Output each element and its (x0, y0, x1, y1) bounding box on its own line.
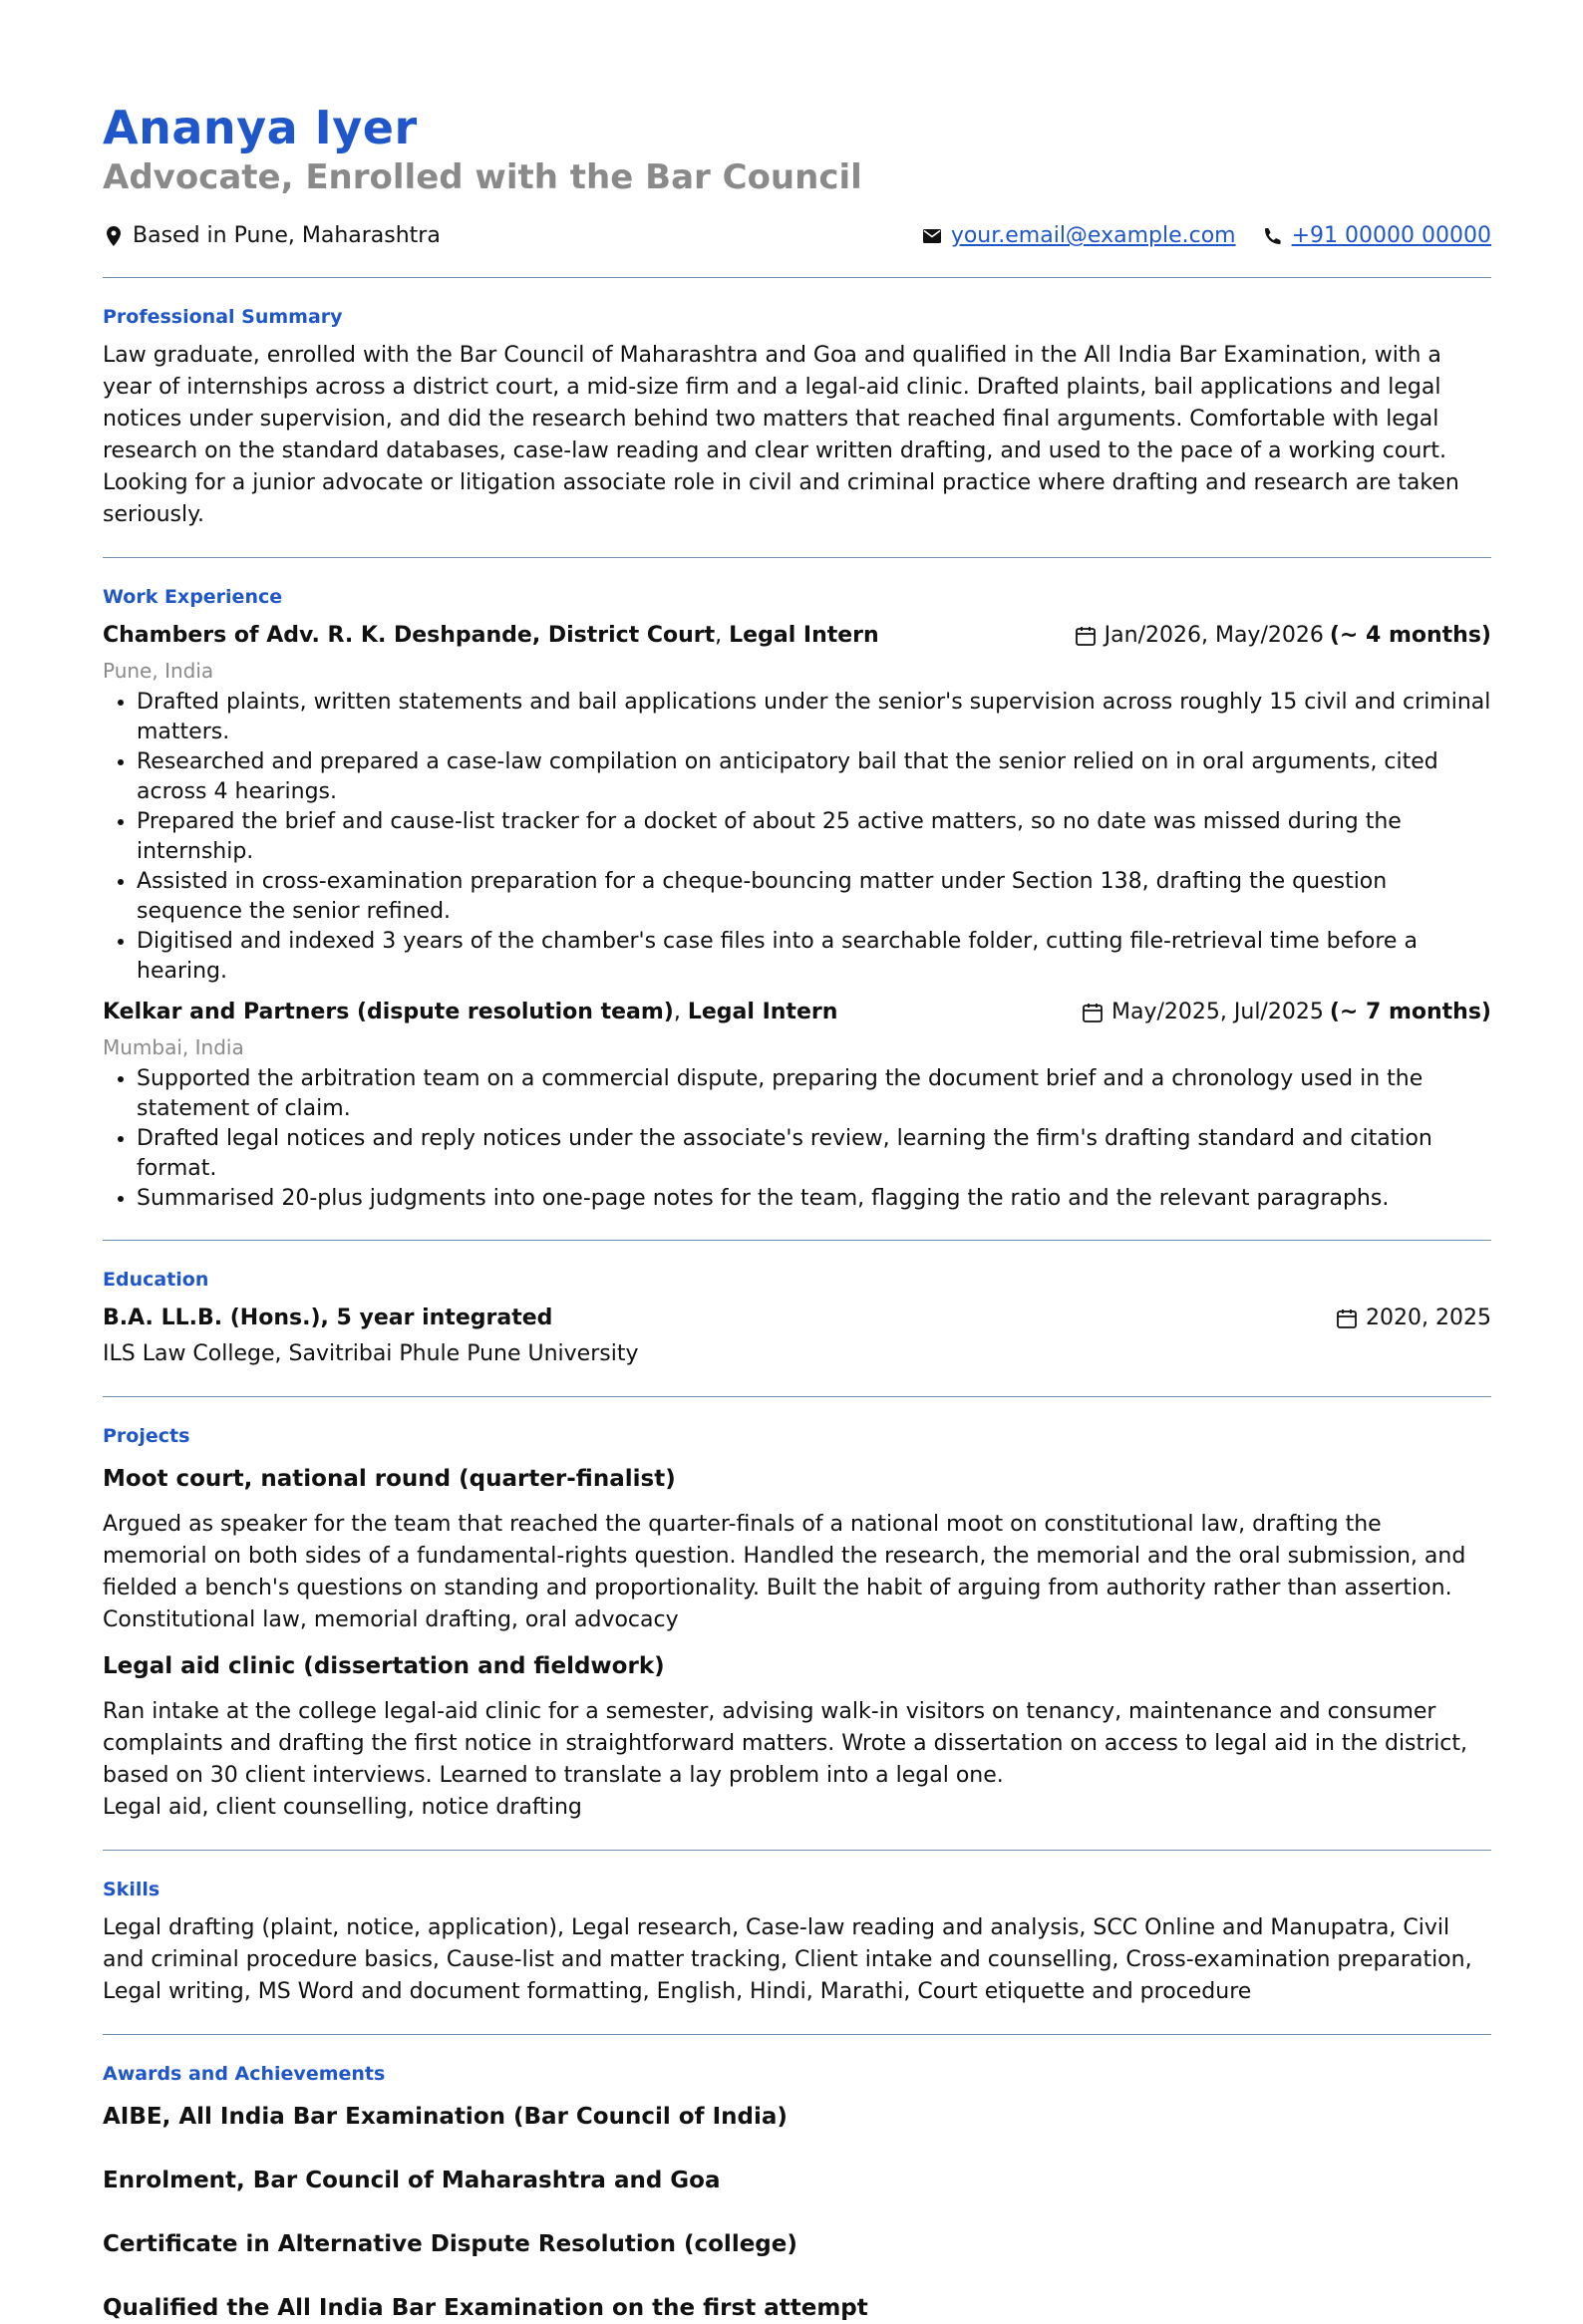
job-bullet: • Supported the arbitration team on a commercial dispute, preparing the document brief and a chronology used in the statement of claim. (137, 1064, 1491, 1124)
job-entry (103, 997, 1491, 1214)
job-location: Pune, India (103, 659, 214, 683)
job-bullets (103, 1064, 1491, 1214)
job-bullet: • Drafted legal notices and reply notices under the associate's review, learning the firm's drafting standard and citation format. (137, 1124, 1491, 1184)
project-tags: Constitutional law, memorial drafting, oral advocacy (103, 1607, 679, 1632)
calendar-icon (1336, 1307, 1358, 1329)
job-entry (103, 620, 1491, 987)
job-date-range: Jan/2026, May/2026 (1104, 623, 1324, 648)
email-item (921, 221, 1236, 251)
project-entry (103, 1650, 1491, 1824)
candidate-name: Ananya Iyer (103, 101, 418, 154)
project-title: Moot court, national round (quarter-finalist) (103, 1466, 676, 1492)
projects-section (103, 1423, 1491, 1824)
job-role: Legal Intern (687, 1000, 838, 1024)
skills-text: Legal drafting (plaint, notice, application), Legal research, Case-law reading and analysis, SCC Online and Manupatra, Civil and criminal procedure basics, Cause-list and matter tracking, Client intake and counselling, Cross-examination preparation, Legal writing, MS Word and document formatting, English, Hindi, Marathi, Court etiquette and procedure (103, 1915, 1472, 2004)
education-date-range: 2020, 2025 (1366, 1306, 1491, 1330)
summary-text: Law graduate, enrolled with the Bar Council of Maharashtra and Goa and qualified in the All India Bar Examination, with a year of internships across a district court, a mid-size firm and a legal-aid clinic. Drafted plaints, bail applications and legal notices under supervision, and did the research behind two matters that reached final arguments. Comfortable with legal research on the standard databases, case-law reading and clear written drafting, and used to the pace of a working court. Looking for a junior advocate or litigation associate role in civil and criminal practice where drafting and research are taken seriously. (103, 343, 1459, 527)
calendar-icon (1075, 625, 1097, 647)
job-bullets (103, 688, 1491, 987)
experience-section (103, 584, 1491, 1214)
job-header (103, 620, 1491, 652)
project-description: Argued as speaker for the team that reached the quarter-finals of a national moot on constitutional law, drafting the memorial on both sides of a fundamental-rights question. Handled the research, the memorial and the oral submission, and fielded a bench's questions on standing and proportionality. Built the habit of arguing from authority rather than assertion. (103, 1512, 1466, 1600)
section-title: Professional Summary (103, 306, 343, 328)
job-dates (1075, 620, 1491, 652)
phone-item (1262, 221, 1491, 251)
job-bullet: • Digitised and indexed 3 years of the chamber's case files into a searchable folder, cutting file-retrieval time before a hearing. (137, 927, 1491, 987)
calendar-icon (1082, 1002, 1104, 1023)
section-title: Work Experience (103, 586, 283, 608)
institution: ILS Law College, Savitribai Phule Pune University (103, 1341, 639, 1366)
location-text: Based in Pune, Maharashtra (133, 223, 441, 248)
job-bullet: • Researched and prepared a case-law compilation on anticipatory bail that the senior relied on in oral arguments, cited across 4 hearings. (137, 747, 1491, 807)
contact-links (895, 221, 1491, 251)
education-header (103, 1303, 1491, 1334)
project-title: Legal aid clinic (dissertation and fieldwork) (103, 1653, 665, 1679)
award-item: Enrolment, Bar Council of Maharashtra and Goa (103, 2168, 721, 2193)
job-role: Legal Intern (729, 623, 879, 648)
job-dates (1082, 997, 1491, 1028)
job-bullet: • Assisted in cross-examination preparation for a cheque-bouncing matter under Section 138, drafting the question sequence the senior refined. (137, 867, 1491, 927)
section-title: Education (103, 1269, 209, 1291)
job-heading: Chambers of Adv. R. K. Deshpande, District Court, Legal Intern (103, 623, 879, 648)
award-item: Certificate in Alternative Dispute Resolution (college) (103, 2231, 797, 2257)
job-bullet: • Drafted plaints, written statements and bail applications under the senior's supervision across roughly 15 civil and criminal matters. (137, 688, 1491, 747)
awards-section (103, 2061, 1491, 2324)
project-description: Ran intake at the college legal-aid clinic for a semester, advising walk-in visitors on tenancy, maintenance and consumer complaints and drafting the first notice in straightforward matters. Wrote a dissertation on access to legal aid in the district, based on 30 client interviews. Learned to translate a lay problem into a legal one. (103, 1699, 1468, 1788)
job-heading: Kelkar and Partners (dispute resolution team), Legal Intern (103, 1000, 838, 1024)
job-header (103, 997, 1491, 1028)
job-bullet: • Prepared the brief and cause-list tracker for a docket of about 25 active matters, so no date was missed during the internship. (137, 807, 1491, 867)
job-bullet: • Summarised 20-plus judgments into one-page notes for the team, flagging the ratio and the relevant paragraphs. (137, 1184, 1491, 1214)
divider (103, 1850, 1491, 1851)
skills-section (103, 1877, 1491, 2008)
job-date-range: May/2025, Jul/2025 (1111, 1000, 1324, 1024)
award-item: Qualified the All India Bar Examination on the first attempt (103, 2295, 868, 2321)
candidate-headline: Advocate, Enrolled with the Bar Council (103, 157, 862, 197)
section-title: Projects (103, 1425, 190, 1447)
job-org: Chambers of Adv. R. K. Deshpande, District Court (103, 623, 716, 648)
education-section (103, 1267, 1491, 1370)
phone-icon (1262, 225, 1284, 247)
divider (103, 277, 1491, 278)
project-tags: Legal aid, client counselling, notice drafting (103, 1795, 582, 1820)
project-entry (103, 1463, 1491, 1636)
divider (103, 1396, 1491, 1397)
divider (103, 1240, 1491, 1241)
job-duration: (~ 4 months) (1329, 623, 1491, 648)
award-item: AIBE, All India Bar Examination (Bar Council of India) (103, 2104, 788, 2130)
phone-link[interactable]: +91 00000 00000 (1291, 223, 1491, 248)
section-title: Skills (103, 1879, 160, 1900)
contact-bar (103, 221, 1491, 251)
location (103, 221, 441, 251)
map-pin-icon (103, 225, 125, 247)
divider (103, 557, 1491, 558)
job-duration: (~ 7 months) (1329, 1000, 1491, 1024)
section-title: Awards and Achievements (103, 2063, 386, 2085)
job-location: Mumbai, India (103, 1035, 244, 1059)
degree: B.A. LL.B. (Hons.), 5 year integrated (103, 1306, 553, 1330)
envelope-icon (921, 225, 943, 247)
summary-section (103, 304, 1491, 531)
job-org: Kelkar and Partners (dispute resolution team) (103, 1000, 674, 1024)
divider (103, 2034, 1491, 2035)
email-link[interactable]: your.email@example.com (950, 223, 1236, 248)
education-dates (1336, 1303, 1491, 1334)
